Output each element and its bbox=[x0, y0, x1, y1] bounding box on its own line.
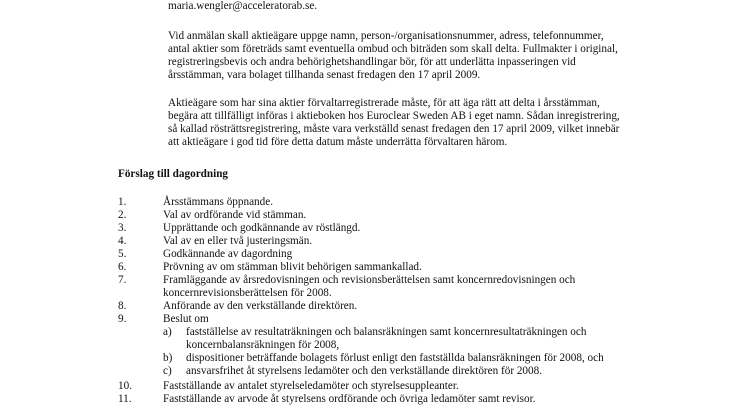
paragraph-line: registreringsbevis och andra behörighetshandlingar bör, för att underlätta inpasseringen vid bbox=[168, 56, 576, 68]
paragraph-line: antal aktier som företräds samt eventuella ombud och biträden som skall delta. Fullmakter i original, bbox=[168, 43, 618, 55]
agenda-number: 8. bbox=[118, 300, 127, 312]
agenda-number: 11. bbox=[118, 393, 132, 405]
agenda-number: 4. bbox=[118, 235, 127, 247]
agenda-number: 6. bbox=[118, 261, 127, 273]
agenda-text: Prövning av om stämman blivit behörigen sammankallad. bbox=[163, 261, 422, 273]
agenda-text: Val av en eller två justeringsmän. bbox=[163, 235, 313, 247]
agenda-number: 7. bbox=[118, 274, 127, 286]
agenda-text: Fastställande av antalet styrelseledamöter och styrelsesuppleanter. bbox=[163, 380, 459, 392]
paragraph-line: Vid anmälan skall aktieägare uppge namn, person-/organisationsnummer, adress, telefonnummer, bbox=[168, 30, 604, 42]
subitem-text: ansvarsfrihet åt styrelsens ledamöter och den verkställande direktören för 2008. bbox=[186, 365, 543, 377]
agenda-text: Framläggande av årsredovisningen och revisionsberättelsen samt koncernredovisningen och bbox=[163, 274, 576, 286]
agenda-text: Fastställande av arvode åt styrelsens ordförande och övriga ledamöter samt revisor. bbox=[163, 393, 536, 405]
agenda-number: 3. bbox=[118, 222, 127, 234]
paragraph-line: Aktieägare som har sina aktier förvaltarregistrerade måste, för att äga rätt att delta i årsstämman, bbox=[168, 97, 600, 109]
agenda-text: koncernrevisionsberättelsen för 2008. bbox=[163, 287, 332, 299]
agenda-text: Anförande av den verkställande direktören. bbox=[163, 300, 358, 312]
agenda-number: 10. bbox=[118, 380, 132, 392]
agenda-text: Beslut om bbox=[163, 313, 209, 325]
email-line: maria.wengler@acceleratorab.se. bbox=[168, 0, 318, 12]
paragraph-line: årsstämman, vara bolaget tillhanda senast fredagen den 17 april 2009. bbox=[168, 69, 481, 81]
agenda-number: 5. bbox=[118, 248, 127, 260]
subitem-letter: c) bbox=[163, 365, 172, 377]
agenda-heading: Förslag till dagordning bbox=[118, 168, 229, 180]
paragraph-line: så kallad rösträttsregistrering, måste vara verkställd senast fredagen den 17 april 2009, vilket innebär bbox=[168, 123, 620, 135]
agenda-text: Val av ordförande vid stämman. bbox=[163, 209, 307, 221]
subitem-text: koncernbalansräkningen för 2008, bbox=[186, 339, 340, 351]
subitem-letter: b) bbox=[163, 352, 173, 364]
agenda-text: Godkännande av dagordning bbox=[163, 248, 293, 260]
subitem-text: dispositioner beträffande bolagets förlust enligt den fastställda balansräkningen för 2008, och bbox=[186, 352, 604, 364]
paragraph-line: begära att tillfälligt införas i aktieboken hos Euroclear Sweden AB i eget namn. Sådan inregistrering, bbox=[168, 110, 620, 122]
subitem-letter: a) bbox=[163, 326, 172, 338]
agenda-number: 9. bbox=[118, 313, 127, 325]
agenda-text: Upprättande och godkännande av röstlängd. bbox=[163, 222, 361, 234]
subitem-text: fastställelse av resultaträkningen och balansräkningen samt koncernresultaträkningen och bbox=[186, 326, 587, 338]
agenda-number: 1. bbox=[118, 196, 127, 208]
agenda-text: Årsstämmans öppnande. bbox=[163, 196, 273, 208]
paragraph-line: att aktieägare i god tid före detta datum måste underrätta förvaltaren härom. bbox=[168, 136, 508, 148]
agenda-number: 2. bbox=[118, 209, 127, 221]
